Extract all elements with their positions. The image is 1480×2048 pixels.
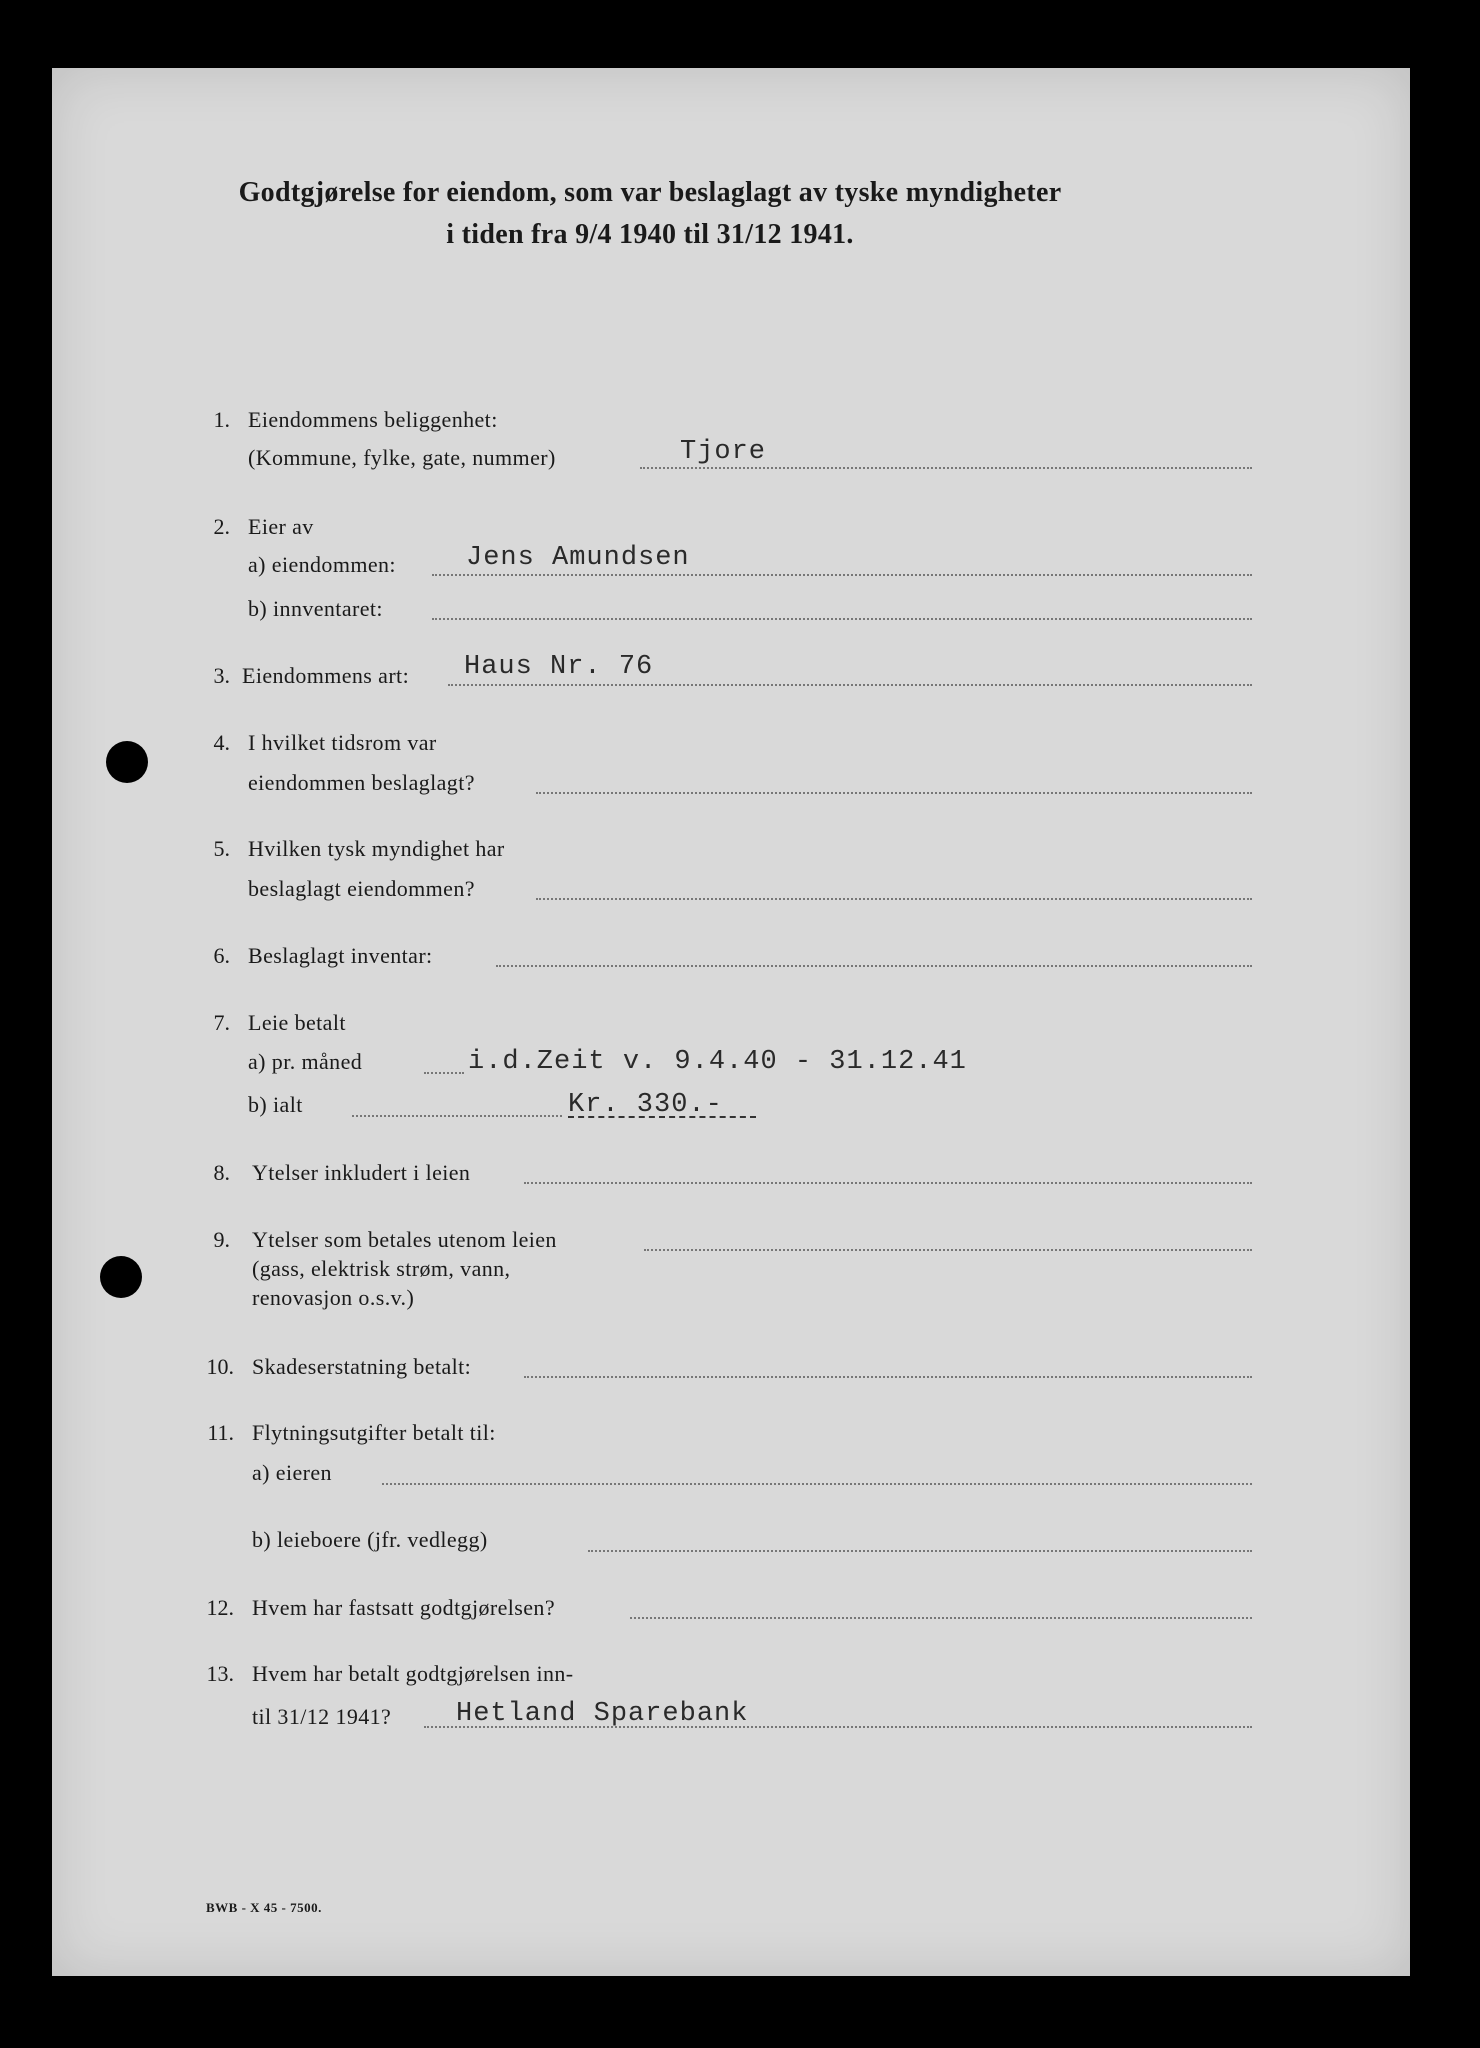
answer-line (432, 574, 1252, 576)
answer-payer: Hetland Sparebank (456, 1699, 749, 1729)
item-label: I hvilket tidsrom var (248, 730, 437, 755)
answer-line (382, 1483, 1252, 1485)
item-label: Leie betalt (248, 1010, 346, 1035)
answer-rent-total: Kr. 330.- (568, 1090, 723, 1120)
answer-line (424, 1072, 464, 1074)
item-number: 6. (213, 943, 230, 968)
item-label: renovasjon o.s.v.) (252, 1285, 415, 1310)
item-label: Ytelser som betales utenom leien (252, 1227, 557, 1252)
item-label: b) innventaret: (248, 596, 383, 621)
answer-line (524, 1376, 1252, 1378)
answer-line (524, 1182, 1252, 1184)
item-number: 1. (213, 407, 230, 432)
form-title-line2: i tiden fra 9/4 1940 til 31/12 1941. (446, 219, 854, 250)
item-label: a) eiendommen: (248, 552, 396, 577)
item-label: eiendommen beslaglagt? (248, 770, 475, 795)
form-title-line1: Godtgjørelse for eiendom, som var beslaglagt av tyske myndigheter (238, 177, 1062, 208)
item-label: a) pr. måned (248, 1049, 363, 1074)
item-number: 12. (206, 1595, 234, 1620)
item-number: 3. (213, 663, 230, 688)
punch-hole-upper (106, 741, 148, 783)
answer-line (432, 618, 1252, 620)
item-label: Eiendommens beliggenhet: (248, 407, 498, 432)
answer-line (536, 898, 1252, 900)
item-label: beslaglagt eiendommen? (248, 876, 475, 901)
answer-rent-monthly: i.d.Zeit v. 9.4.40 - 31.12.41 (468, 1047, 967, 1077)
answer-line (644, 1249, 1252, 1251)
form-printer-code: BWB - X 45 - 7500. (206, 1900, 322, 1915)
item-number: 2. (213, 514, 230, 539)
form-title (150, 172, 1150, 256)
item-label: Beslaglagt inventar: (248, 943, 433, 968)
item-label: a) eieren (252, 1460, 332, 1485)
item-number: 9. (213, 1227, 230, 1252)
answer-line (352, 1115, 562, 1117)
item-label: Hvem har fastsatt godtgjørelsen? (252, 1595, 555, 1620)
item-label: (Kommune, fylke, gate, nummer) (248, 445, 556, 470)
item-number: 8. (213, 1160, 230, 1185)
answer-line (588, 1550, 1252, 1552)
item-number: 5. (213, 836, 230, 861)
item-label: Ytelser inkludert i leien (252, 1160, 471, 1185)
item-number: 7. (213, 1010, 230, 1035)
item-label: til 31/12 1941? (252, 1704, 392, 1729)
item-label: Eiendommens art: (242, 663, 410, 688)
item-number: 4. (213, 730, 230, 755)
item-label: (gass, elektrisk strøm, vann, (252, 1256, 511, 1281)
answer-line (448, 684, 1252, 686)
item-number: 10. (206, 1354, 234, 1379)
item-number: 13. (206, 1661, 234, 1686)
answer-line (536, 792, 1252, 794)
answer-property-type: Haus Nr. 76 (464, 652, 654, 682)
answer-line (630, 1617, 1252, 1619)
item-label: Flytningsutgifter betalt til: (252, 1420, 496, 1445)
answer-line (640, 467, 1252, 469)
item-label: b) ialt (248, 1092, 303, 1117)
item-label: Hvem har betalt godtgjørelsen inn- (252, 1661, 574, 1686)
answer-underline (568, 1116, 756, 1118)
item-label: Eier av (248, 514, 314, 539)
punch-hole-lower (100, 1256, 142, 1298)
answer-owner-property: Jens Amundsen (466, 543, 690, 573)
answer-line (496, 965, 1252, 967)
answer-property-location: Tjore (680, 437, 767, 467)
item-label: b) leieboere (jfr. vedlegg) (252, 1527, 488, 1552)
item-label: Hvilken tysk myndighet har (248, 836, 505, 861)
item-label: Skadeserstatning betalt: (252, 1354, 472, 1379)
item-number: 11. (207, 1420, 234, 1445)
